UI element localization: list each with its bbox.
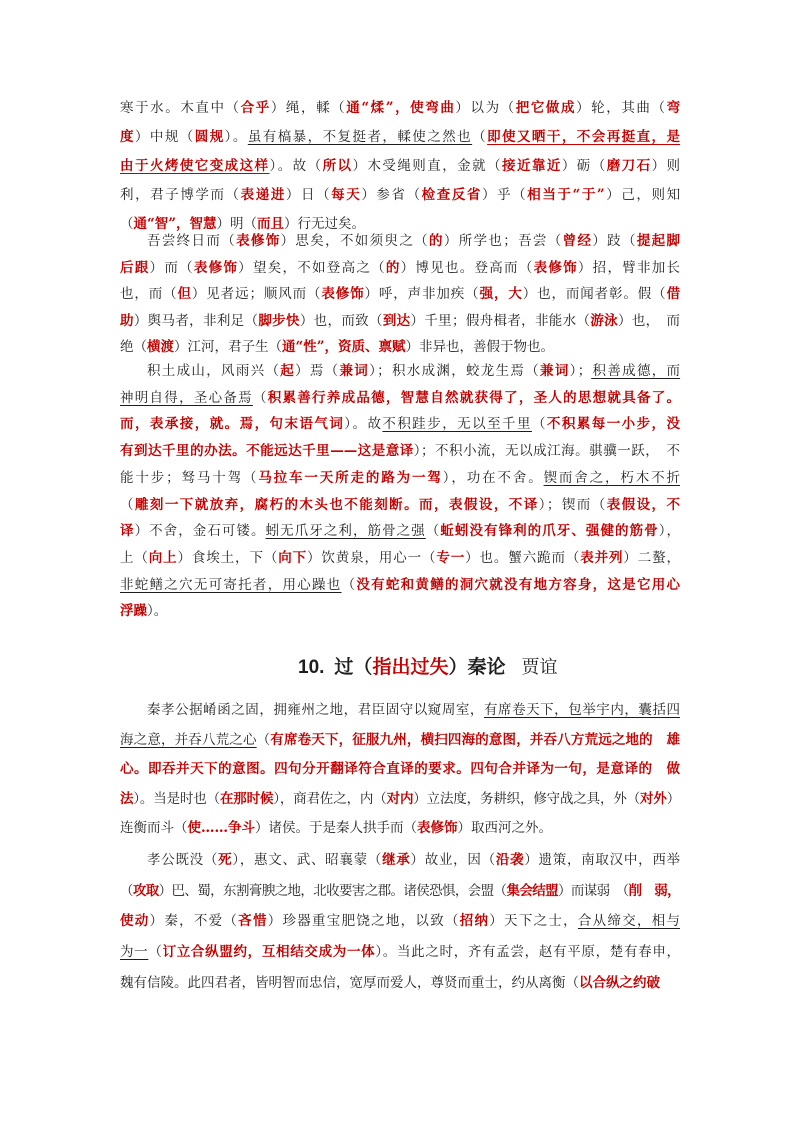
source-text: ）故业，因（ — [410, 852, 496, 868]
annotation-text: 吝惜 — [238, 913, 268, 930]
underlined-text: 不积跬步，无以至千里 — [382, 416, 532, 433]
text-line — [120, 492, 680, 519]
source-text: ）见者远；顺风而（ — [191, 286, 322, 302]
source-text: ）所学也；吾尝（ — [443, 233, 563, 249]
section-title-prefix: 过（ — [334, 656, 373, 678]
source-text: ）；积水成渊，蛟龙生焉（ — [369, 363, 541, 379]
paragraph — [120, 228, 680, 361]
text-line — [120, 755, 680, 785]
source-text: 积土成山，风雨兴（ — [147, 363, 281, 379]
annotation-text: 对外 — [640, 790, 667, 807]
source-text: ）巴、蜀，东割膏腴之地，北收要害之郡。诸侯恐惧，会盟（ — [158, 882, 507, 899]
annotation-text: 脚步快 — [258, 312, 300, 329]
source-text: ） — [666, 790, 680, 807]
source-text: ）也， 而 — [617, 312, 681, 329]
source-text: ）而谋弱 （ — [557, 882, 629, 899]
underlined-text: 非蛇鳝之穴无可寄托者，用心躁也 — [120, 576, 342, 593]
source-text: ）。 — [147, 603, 168, 620]
text-line — [120, 518, 680, 545]
source-text: ）。当是时也（ — [133, 790, 220, 807]
source-text: （ — [148, 944, 163, 961]
source-text: ）二螯， — [623, 549, 681, 566]
source-text: 连衡而斗（ — [120, 820, 188, 836]
text-line — [120, 937, 680, 968]
annotation-text: 表修饰 — [193, 259, 239, 276]
text-line — [120, 228, 680, 255]
annotation-text: 的 — [385, 259, 401, 276]
annotation-text: 兼词 — [540, 363, 570, 379]
annotation-text: 而且 — [257, 216, 285, 232]
annotation-text: 提起脚 — [636, 233, 681, 249]
source-text: ）。故 — [344, 416, 383, 433]
underlined-text: 锲而舍之，朽木不折 — [543, 469, 681, 486]
source-text: ）；锲而（ — [538, 496, 607, 513]
source-text: ）望矣，不如登高之（ — [238, 259, 386, 276]
annotation-text: 专一 — [436, 549, 466, 566]
annotation-text: 由于火烤使它变成这样 — [120, 158, 270, 174]
source-text: ）江河，君子生（ — [174, 339, 282, 355]
text-line — [120, 334, 680, 361]
annotation-text: 圆规 — [194, 129, 225, 145]
annotation-text: 所以 — [322, 158, 353, 174]
section-title — [334, 656, 505, 678]
text-line — [120, 181, 680, 210]
annotation-text: 蚯蚓没有锋利的爪牙、强健的筋骨 — [440, 523, 659, 540]
annotation-text: 雕刻一下就放弃，腐朽的木头也不能刻断。而，表假设，不译 — [134, 496, 539, 513]
annotation-text: 没有蛇和黄鳝的洞穴就没有地方容身，这是它用心 — [356, 576, 681, 593]
text-line — [120, 152, 680, 181]
source-text: ）绳，輮（ — [270, 100, 347, 116]
source-text: 魏有信陵。此四君者，皆明智而忠信，宽厚而爱人，尊贤而重士，约从离衡（ — [120, 974, 579, 991]
text-line — [120, 845, 680, 876]
text-line — [120, 572, 680, 599]
paragraph — [120, 696, 680, 844]
source-text: ）则 — [651, 158, 681, 174]
source-text: 吾尝终日而（ — [147, 233, 237, 249]
annotation-text: 起 — [280, 363, 296, 379]
source-text: ）不舍，金石可镂。 — [134, 523, 266, 540]
source-text: （ — [120, 882, 133, 899]
source-text: ）思矣，不如须臾之（ — [280, 233, 430, 249]
annotation-text: 在那时候 — [219, 790, 274, 807]
annotation-text: 助 — [120, 312, 134, 329]
text-line — [120, 358, 680, 385]
annotation-text: 每天 — [331, 187, 362, 203]
source-text: ）跂（ — [592, 233, 637, 249]
source-text: ）木受绳则直，金就（ — [352, 158, 503, 174]
annotation-text: 表修饰 — [236, 233, 281, 249]
source-text: ）珍器重宝肥饶之地，以致（ — [267, 913, 460, 930]
paragraph — [120, 94, 680, 239]
paragraph — [120, 358, 680, 625]
annotation-text: 兼词 — [339, 363, 370, 379]
source-text: ）。故（ — [269, 158, 323, 174]
source-text: （ — [256, 731, 271, 748]
source-text: ）天下之士， — [489, 913, 578, 930]
annotation-text: 强，大 — [479, 286, 523, 302]
annotation-text: 表修饰 — [417, 820, 458, 836]
annotation-text: 有席卷天下，征服九州，横扫四海的意图，并吞八方荒远之地的 雄 — [270, 731, 681, 748]
annotation-text: 即使又晒干，不会再挺直，是 — [487, 129, 681, 145]
source-text: ）砺（ — [561, 158, 607, 174]
source-text: ）饮黄泉，用心一（ — [306, 549, 437, 566]
annotation-text: 向下 — [278, 549, 307, 566]
text-line — [120, 385, 680, 412]
source-text: ），惠文、武、昭襄蒙（ — [232, 852, 383, 868]
underlined-text: 蚓无爪牙之利，筋骨之强 — [265, 523, 426, 540]
source-text: ）也，而致（ — [299, 312, 383, 329]
section-title-suffix: ）秦论 — [448, 656, 506, 678]
annotation-text: 相当于“于” — [527, 187, 605, 203]
annotation-text: 订立合纵盟约，互相结交成为一体 — [162, 944, 376, 961]
source-text: ）也，而闻者彰。假（ — [522, 286, 667, 302]
annotation-text: 招纳 — [459, 913, 490, 930]
text-line — [120, 255, 680, 282]
text-line — [120, 968, 680, 999]
annotation-text: 马拉车一天所走的路为一驾 — [258, 469, 443, 486]
source-text: ）轮，其曲（ — [576, 100, 667, 116]
source-text: ）参省（ — [361, 187, 422, 203]
source-text: 秦孝公据崤函之固，拥雍州之地，君臣固守以窥周室， — [147, 702, 484, 718]
annotation-text: 合乎 — [240, 100, 271, 116]
source-text: ）以为（ — [455, 100, 516, 116]
source-text: （ — [120, 216, 134, 232]
text-line — [120, 465, 680, 492]
annotation-text: 浮躁 — [120, 603, 147, 620]
text-line — [120, 123, 680, 152]
annotation-text: 借 — [666, 286, 681, 302]
annotation-text: 死 — [218, 852, 233, 868]
source-text: ）乎（ — [481, 187, 528, 203]
source-text: （ — [531, 416, 547, 433]
source-text: ）； — [569, 363, 592, 379]
annotation-text: 以合纵之约破 — [579, 974, 660, 991]
section-number: 10. — [298, 657, 325, 678]
annotation-text: 通“性”，资质、禀赋 — [282, 339, 406, 355]
source-text: （ — [425, 523, 441, 540]
section-title-annotation: 指出过失 — [372, 656, 449, 678]
annotation-text: 而，表承接，就。焉，句末语气词 — [120, 416, 345, 433]
annotation-text: 使动 — [120, 913, 150, 930]
annotation-text: 表修饰 — [321, 286, 365, 302]
source-text: ）非异也，善假于物也。 — [405, 339, 555, 355]
annotation-text: 通“煣”，使弯曲 — [346, 100, 456, 116]
annotation-text: 不积累每一小步，没 — [546, 416, 681, 433]
source-text: （ — [472, 129, 488, 145]
paragraph — [120, 845, 680, 999]
annotation-text: 表假设，不 — [606, 496, 681, 513]
source-text: 也，而（ — [120, 286, 178, 302]
annotation-text: 攻取 — [132, 882, 159, 899]
annotation-text: 横渡 — [147, 339, 174, 355]
text-line — [120, 545, 680, 572]
annotation-text: 表并列 — [580, 549, 624, 566]
author-name: 贾谊 — [521, 657, 558, 678]
text-line — [120, 438, 680, 465]
source-text: ）秦，不爱（ — [149, 913, 239, 930]
text-line — [120, 785, 680, 815]
source-text: ）。 — [224, 129, 248, 145]
annotation-text: 检查反省 — [421, 187, 482, 203]
text-line — [120, 411, 680, 438]
annotation-text: 到达 — [382, 312, 411, 329]
source-text: ）舆马者，非利足（ — [133, 312, 259, 329]
source-text: ）， — [658, 523, 681, 540]
source-text: ）；不积小流，无以成江海。骐骥一跃， 不 — [413, 443, 681, 460]
annotation-text: 使……争斗 — [187, 820, 255, 836]
annotation-text: 表修饰 — [533, 259, 578, 276]
text-line — [120, 94, 680, 123]
section-heading — [298, 653, 557, 681]
source-text: ），功在不舍。 — [442, 469, 544, 486]
text-line — [120, 814, 680, 844]
underlined-text: 积善成德，而 — [591, 363, 681, 379]
source-text: 上（ — [120, 549, 149, 566]
annotation-text: 向上 — [148, 549, 178, 566]
source-text: ）也。蟹六跪而（ — [465, 549, 581, 566]
source-text: ）博见也。登高而（ — [400, 259, 534, 276]
annotation-text: 游泳 — [590, 312, 618, 329]
source-text: ）行无过矣。 — [284, 216, 366, 232]
annotation-text: 曾经 — [562, 233, 593, 249]
source-text: ）中规（ — [134, 129, 195, 145]
underlined-text: 为一 — [120, 944, 149, 961]
source-text: ）己，则知 — [604, 187, 681, 203]
source-text: 能十步；驽马十驾（ — [120, 469, 259, 486]
underlined-text: 合从缔交，相与 — [577, 913, 681, 930]
source-text: （ — [252, 389, 268, 406]
underlined-text: 海之意，并吞八荒之心 — [120, 731, 257, 748]
source-text: ），商君佐之，内（ — [273, 790, 387, 807]
source-text: 孝公既没（ — [147, 852, 219, 868]
annotation-text: 集会结盟 — [506, 882, 558, 899]
underlined-text: 有席卷天下，包举宇内，囊括四 — [483, 702, 681, 718]
source-text: ）遗策，南取汉中，西举 — [524, 852, 681, 868]
source-text: ）立法度，务耕织，修守战之具，外（ — [413, 790, 641, 807]
annotation-text: 削 弱， — [628, 882, 680, 899]
text-line — [120, 281, 680, 308]
text-line — [120, 598, 680, 625]
annotation-text: 有到达千里的办法。不能远达千里——这是意译 — [120, 443, 414, 460]
source-text: ）招，臂非加长 — [577, 259, 681, 276]
text-line — [120, 876, 680, 907]
underlined-text: 神明自得，圣心备焉 — [120, 389, 253, 406]
annotation-text: 但 — [177, 286, 192, 302]
text-line — [120, 696, 680, 726]
source-text: 寒于水。木直中（ — [120, 100, 241, 116]
annotation-text: 心。即吞并天下的意图。四句分开翻译符合直译的要求。四句合并译为一句，是意译的 做 — [120, 761, 680, 777]
source-text: ）诸侯。于是秦人拱手而（ — [255, 820, 417, 836]
source-text: ）日（ — [285, 187, 332, 203]
source-text: ）而（ — [149, 259, 194, 276]
annotation-text: 继承 — [382, 852, 411, 868]
source-text: ）取西河之外。 — [457, 820, 552, 836]
source-text: ）焉（ — [295, 363, 340, 379]
annotation-text: 表递进 — [240, 187, 286, 203]
annotation-text: 通“智”，智慧 — [133, 216, 217, 232]
annotation-text: 对内 — [386, 790, 414, 807]
annotation-text: 把它做成 — [515, 100, 577, 116]
annotation-text: 法 — [120, 790, 134, 807]
text-line — [120, 726, 680, 756]
annotation-text: 弯 — [666, 100, 681, 116]
source-text: ）。当此之时，齐有孟尝，赵有平原，楚有春申， — [375, 944, 681, 961]
annotation-text: 磨刀石 — [606, 158, 652, 174]
source-text: ）呼，声非加疾（ — [364, 286, 480, 302]
source-text: 绝（ — [120, 339, 147, 355]
text-line — [120, 308, 680, 335]
annotation-text: 的 — [429, 233, 444, 249]
source-text: （ — [120, 496, 135, 513]
annotation-text: 译 — [120, 523, 135, 540]
underlined-text: 虽有槁暴，不复挺者，輮使之然也 — [247, 129, 473, 145]
source-text: ）食埃土，下（ — [177, 549, 279, 566]
annotation-text: 沿袭 — [495, 852, 525, 868]
source-text: 利，君子博学而（ — [120, 187, 241, 203]
annotation-text: 后跟 — [120, 259, 150, 276]
annotation-text: 积累善行养成品德，智慧自然就获得了，圣人的思想就具备了。 — [267, 389, 681, 406]
text-line — [120, 906, 680, 937]
source-text: ）千里；假舟楫者，非能水（ — [410, 312, 591, 329]
annotation-text: 接近靠近 — [502, 158, 562, 174]
annotation-text: 度 — [120, 129, 135, 145]
source-text: （ — [341, 576, 357, 593]
source-text: ）明（ — [216, 216, 258, 232]
